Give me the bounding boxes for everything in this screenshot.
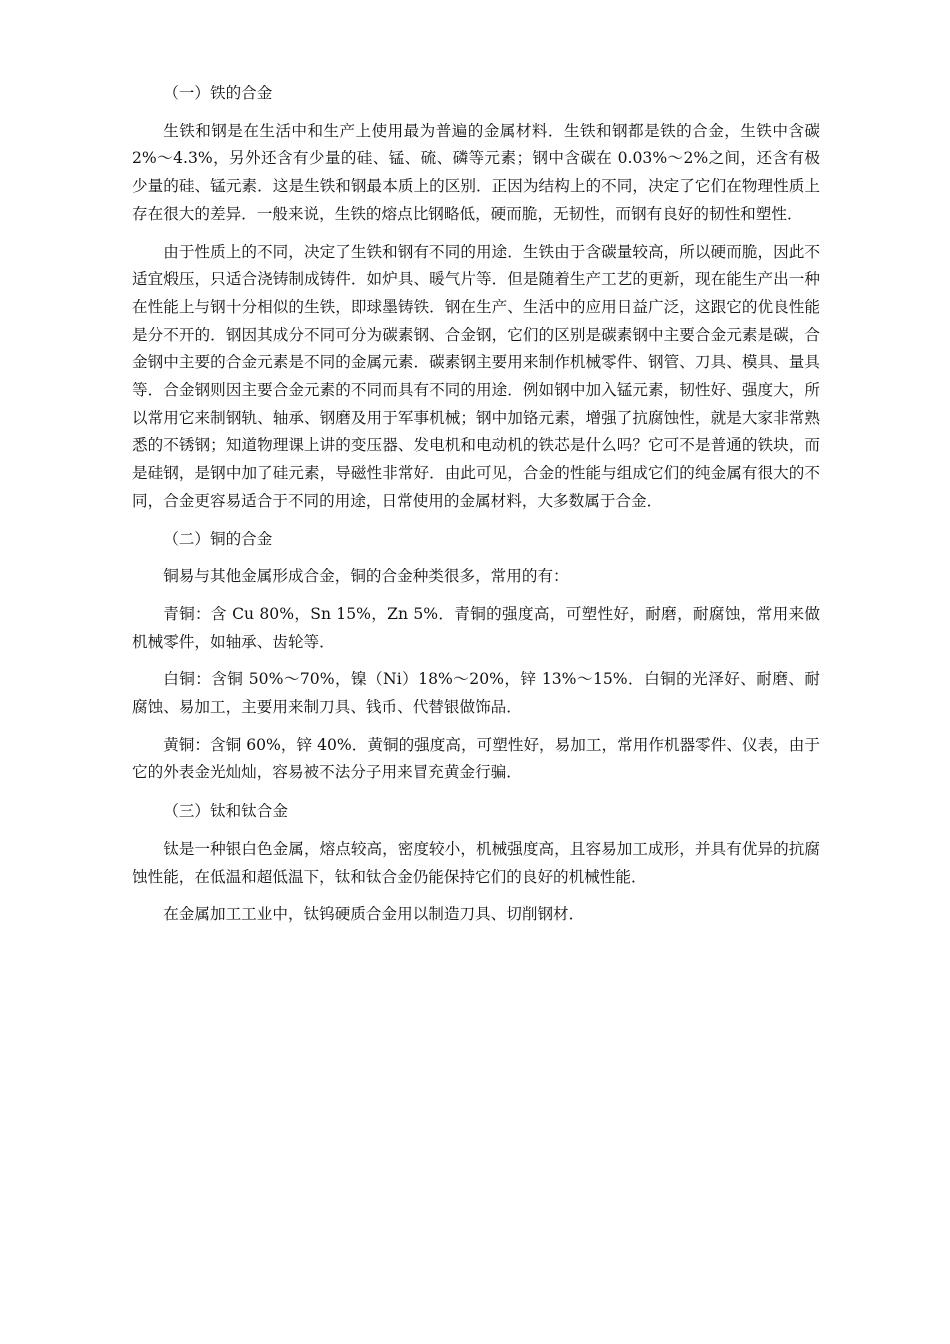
paragraph-iron-steel-intro: 生铁和钢是在生活中和生产上使用最为普遍的金属材料．生铁和钢都是铁的合金，生铁中含碳 2%～4.3%，另外还含有少量的硅、锰、硫、磷等元素；钢中含碳在 0.03%～2%之间，还含有极少量的硅、锰元素．这是生铁和钢最本质上的区别．正因为结构上的不同，决定了它们在物理性质上存在很大的差异．一般来说，生铁的熔点比钢略低，硬而脆，无韧性，而钢有良好的韧性和塑性． bbox=[132, 121, 820, 223]
section-heading-copper-alloys: （二）铜的合金 bbox=[163, 529, 273, 548]
paragraph-titanium-uses: 在金属加工工业中，钛钨硬质合金用以制造刀具、切削钢材． bbox=[163, 905, 585, 924]
paragraph-bronze: 青铜：含 Cu 80%，Sn 15%，Zn 5%．青铜的强度高，可塑性好，耐磨，耐腐蚀，常用来做机械零件，如轴承、齿轮等． bbox=[132, 604, 820, 651]
section-heading-iron-alloys: （一）铁的合金 bbox=[163, 84, 273, 102]
paragraph-cupronickel: 白铜：含铜 50%～70%，镍（Ni）18%～20%，锌 13%～15%．白铜的光泽好、耐磨、耐腐蚀、易加工，主要用来制刀具、钱币、代替银做饰品． bbox=[132, 670, 820, 717]
paragraph-copper-intro: 铜易与其他金属形成合金，铜的合金种类很多，常用的有： bbox=[163, 567, 569, 586]
document-body bbox=[132, 80, 820, 939]
paragraph-iron-steel-uses: 由于性质上的不同，决定了生铁和钢有不同的用途．生铁由于含碳量较高，所以硬而脆，因此不适宜煅压，只适合浇铸制成铸件．如炉具、暖气片等．但是随着生产工艺的更新，现在能生产出一种在性能上与钢十分相似的生铁，即球墨铸铁．钢在生产、生活中的应用日益广泛，这跟它的优良性能是分不开的．钢因其成分不同可分为碳素钢、合金钢，它们的区别是碳素钢中主要合金元素是碳，合金钢中主要的合金元素是不同的金属元素．碳素钢主要用来制作机械零件、钢管、刀具、模具、量具等．合金钢则因主要合金元素的不同而具有不同的用途．例如钢中加入锰元素，韧性好、强度大，所以常用它来制钢轨、轴承、钢磨及用于军事机械；钢中加铬元素，增强了抗腐蚀性，就是大家非常熟悉的不锈钢；知道物理课上讲的变压器、发电机和电动机的铁芯是什么吗？它可不是普通的铁块，而是硅钢，是钢中加了硅元素，导磁性非常好．由此可见，合金的性能与组成它们的纯金属有很大的不同，合金更容易适合于不同的用途，日常使用的金属材料，大多数属于合金． bbox=[132, 242, 820, 510]
paragraph-titanium-properties: 钛是一种银白色金属，熔点较高，密度较小，机械强度高，且容易加工成形，并具有优异的抗腐蚀性能，在低温和超低温下，钛和钛合金仍能保持它们的良好的机械性能． bbox=[132, 839, 820, 886]
paragraph-brass: 黄铜：含铜 60%，锌 40%．黄铜的强度高，可塑性好，易加工，常用作机器零件、仪表，由于它的外表金光灿灿，容易被不法分子用来冒充黄金行骗． bbox=[132, 735, 820, 782]
section-heading-titanium: （三）钛和钛合金 bbox=[163, 802, 288, 821]
